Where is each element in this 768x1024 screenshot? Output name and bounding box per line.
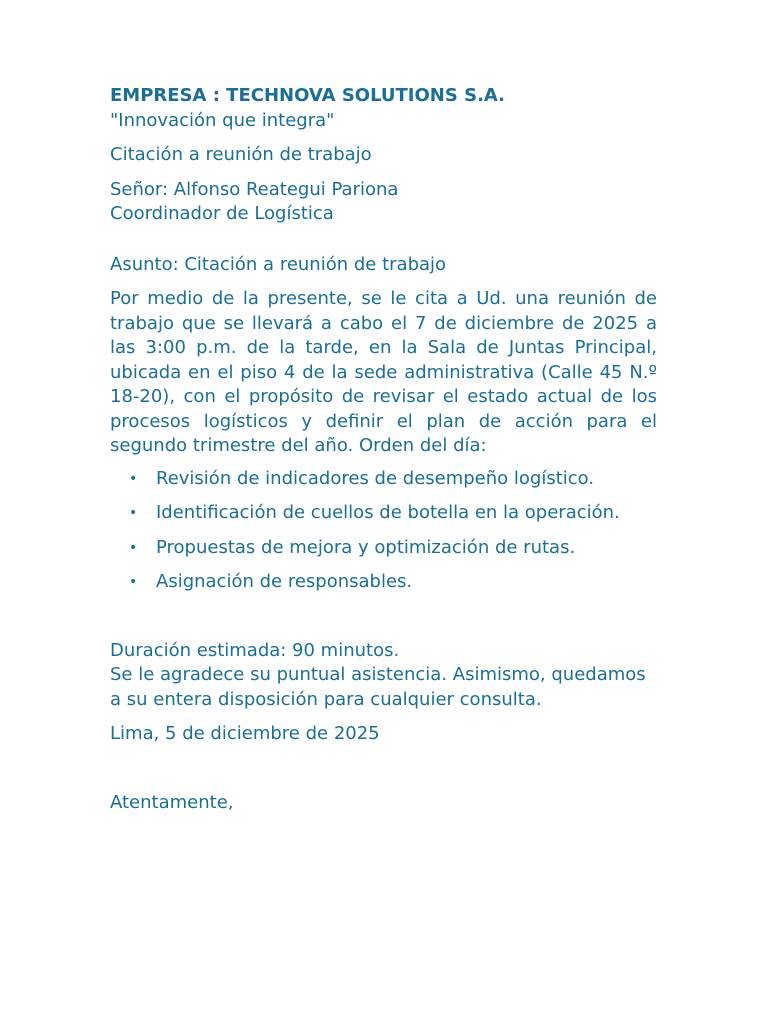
- letter-document: [110, 84, 657, 815]
- list-item: [110, 467, 657, 492]
- recipient-name: Señor: Alfonso Reategui Pariona: [110, 178, 399, 200]
- bullet-icon: •: [129, 539, 138, 556]
- agenda-list: [110, 467, 657, 595]
- bullet-icon: •: [129, 574, 138, 590]
- list-item: [110, 501, 657, 526]
- place-date: Lima, 5 de diciembre de 2025: [110, 723, 380, 744]
- thanks-paragraph: Se le agradece su puntual asistencia. Asimismo, quedamos a su entera disposición para cualquier consulta.: [110, 664, 646, 710]
- recipient-role: Coordinador de Logística: [110, 203, 334, 224]
- closing-block: [110, 639, 657, 713]
- letter-body: Por medio de la presente, se le cita a Ud. una reunión de trabajo que se llevará a cabo el 7 de diciembre de 2025 a las 3:00 p.m. de la tarde, en la Sala de Juntas Principal, ubicada en el piso 4 de la sede administrativa (Calle 45 N.º 18-20), con el propósito de revisar el estado actual de los procesos logísticos y definir el plan de acción para el segundo trimestre del año. Orden del día:: [110, 288, 657, 456]
- company-slogan: "Innovación que integra": [110, 109, 335, 131]
- letter-subject: Asunto: Citación a reunión de trabajo: [110, 253, 447, 275]
- agenda-item-text: Revisión de indicadores de desempeño logístico.: [156, 467, 595, 489]
- bullet-icon: •: [129, 505, 138, 521]
- recipient-block: [110, 178, 657, 227]
- list-item: [110, 536, 657, 561]
- bullet-icon: •: [129, 470, 138, 487]
- list-item: [110, 570, 657, 595]
- meeting-duration: Duración estimada: 90 minutos.: [110, 639, 400, 661]
- agenda-item-text: Propuestas de mejora y optimización de rutas.: [156, 536, 576, 558]
- agenda-item-text: Asignación de responsables.: [156, 571, 413, 592]
- signoff: Atentamente,: [110, 791, 234, 813]
- agenda-item-text: Identificación de cuellos de botella en la operación.: [156, 502, 620, 523]
- letter-title: Citación a reunión de trabajo: [110, 144, 372, 165]
- company-name: EMPRESA : TECHNOVA SOLUTIONS S.A.: [110, 85, 506, 106]
